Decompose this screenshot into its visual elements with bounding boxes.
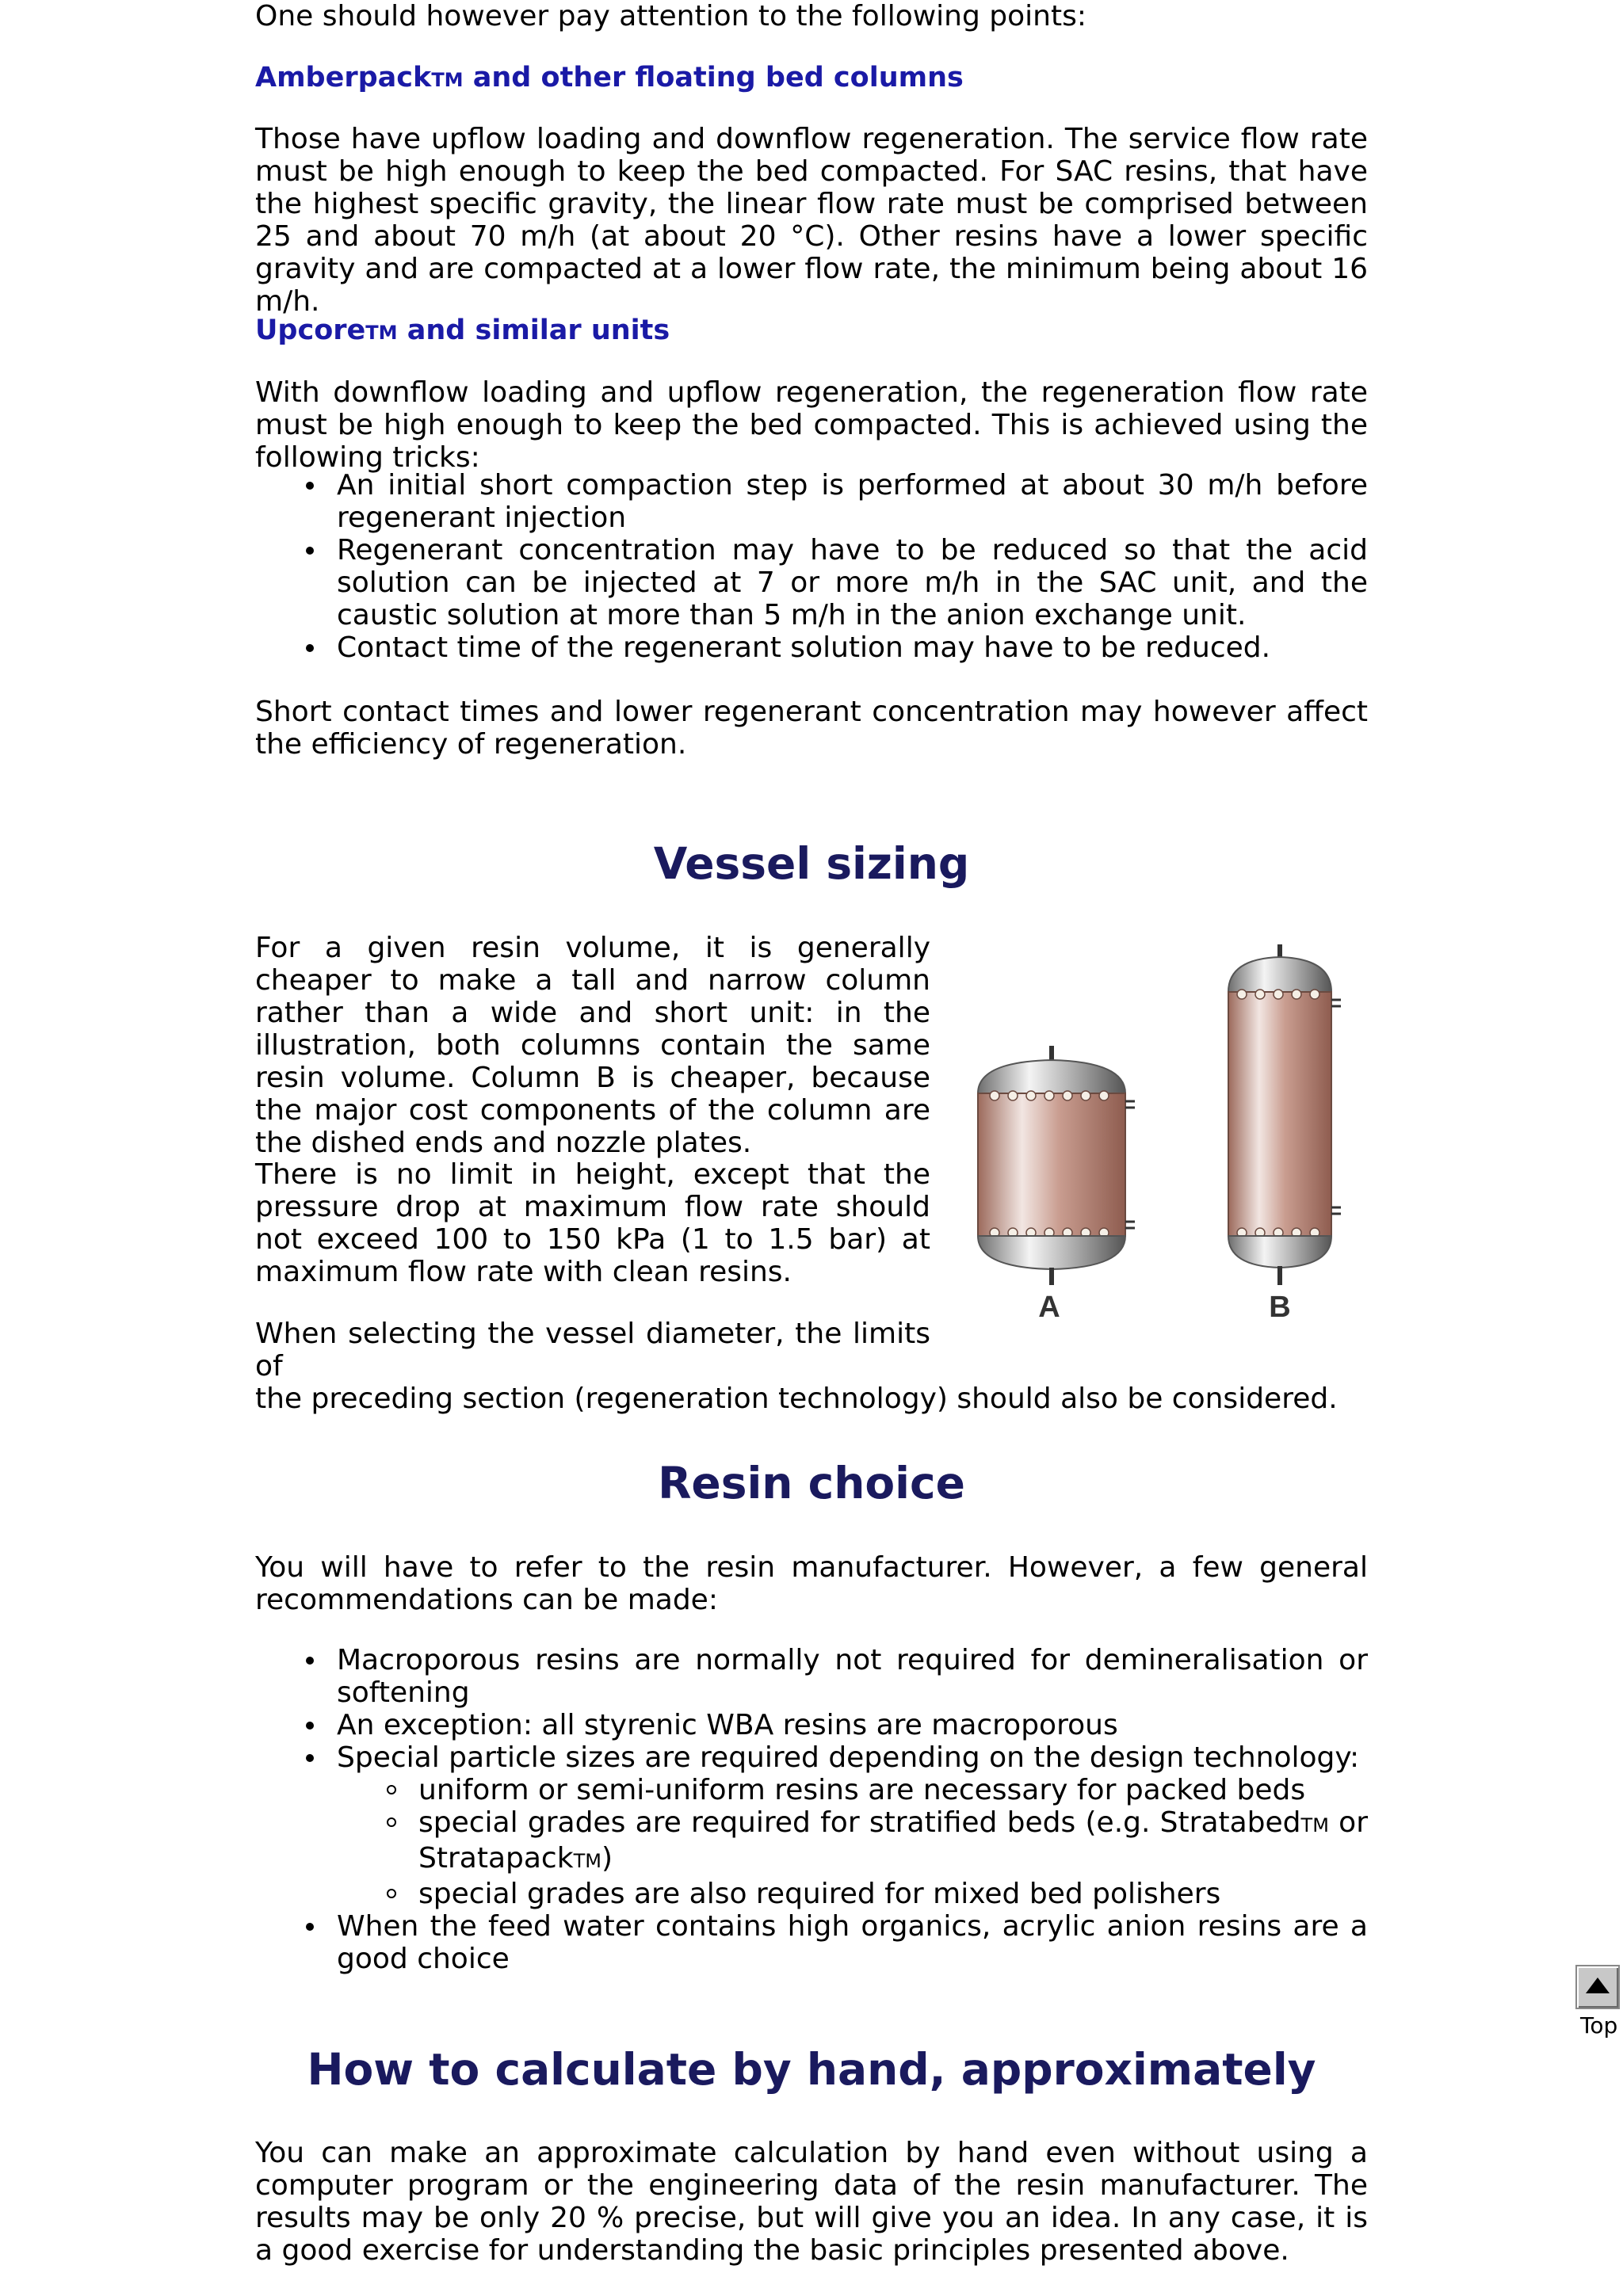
- sub-list-item-text: ): [601, 1842, 613, 1875]
- upcore-heading: [255, 315, 670, 349]
- column-b-body: [1228, 992, 1331, 1236]
- trademark-mark: TM: [365, 322, 398, 344]
- list-item: When the feed water contains high organics, acrylic anion resins are a good choice: [255, 1910, 1368, 1975]
- back-to-top-link[interactable]: [1575, 1965, 1623, 2039]
- upcore-paragraph: With downflow loading and upflow regeneration, the regeneration flow rate must be high enough to keep the bed compacted. This is achieved using the following tricks:: [255, 376, 1368, 474]
- sub-list-item-text: or Stratapack: [418, 1806, 1368, 1875]
- sub-list-item-text: special grades are required for stratified beds (e.g. Stratabed: [418, 1806, 1301, 1839]
- column-b-top-dished-end: [1228, 957, 1331, 992]
- column-b-bottom-dished-end: [1228, 1236, 1331, 1268]
- trademark-mark: TM: [1300, 1814, 1329, 1836]
- amberpack-heading-name: Amberpack: [255, 62, 432, 93]
- column-a-bottom-dished-end: [978, 1236, 1125, 1269]
- trademark-mark: TM: [573, 1850, 601, 1872]
- sub-list-item: special grades are also required for mixed bed polishers: [337, 1878, 1368, 1910]
- list-item: An initial short compaction step is performed at about 30 m/h before regenerant injection: [255, 469, 1368, 534]
- column-a: [978, 1046, 1135, 1285]
- list-item: An exception: all styrenic WBA resins are macroporous: [255, 1709, 1368, 1741]
- amberpack-heading: [255, 62, 964, 97]
- list-item-text: Special particle sizes are required depending on the design technology:: [337, 1741, 1360, 1774]
- upcore-heading-rest: and similar units: [397, 315, 670, 346]
- resin-choice-list: [255, 1644, 1368, 1975]
- particle-size-sublist: [337, 1774, 1368, 1910]
- column-a-body: [978, 1093, 1125, 1236]
- list-item: [255, 1741, 1368, 1910]
- vessel-sizing-paragraph-1: For a given resin volume, it is generally cheaper to make a tall and narrow column rather than a wide and short unit: in the illustration, both columns contain the same resin volume. Column B is cheaper, because the major cost components of the column are the dished ends and nozzle plates.: [255, 932, 930, 1159]
- back-to-top-label[interactable]: Top: [1580, 2012, 1618, 2039]
- column-b-bottom-pipe: [1277, 1266, 1282, 1285]
- intro-text: One should however pay attention to the following points:: [255, 0, 1086, 32]
- upcore-closing-paragraph: Short contact times and lower regenerant concentration may however affect the efficiency of regeneration.: [255, 696, 1368, 761]
- vessel-sizing-paragraph-2: There is no limit in height, except that the pressure drop at maximum flow rate should not exceed 100 to 150 kPa (1 to 1.5 bar) at maximum flow rate with clean resins.: [255, 1158, 930, 1288]
- resin-choice-heading: Resin choice: [658, 1458, 965, 1508]
- calculation-heading: How to calculate by hand, approximately: [307, 2044, 1316, 2095]
- trademark-mark: TM: [431, 69, 464, 91]
- column-a-top-dished-end: [978, 1060, 1125, 1093]
- list-item: Contact time of the regenerant solution may have to be reduced.: [255, 631, 1368, 664]
- vessel-comparison-illustration: [951, 935, 1347, 1331]
- amberpack-paragraph: Those have upflow loading and downflow regeneration. The service flow rate must be high enough to keep the bed compacted. For SAC resins, that have the highest specific gravity, the linear flow rate must be comprised between 25 and about 70 m/h (at about 20 °C). Other resins have a lower specific gravity and are compacted at a lower flow rate, the minimum being about 16 m/h.: [255, 123, 1368, 318]
- column-b: [1228, 944, 1341, 1285]
- vessel-sizing-heading: Vessel sizing: [653, 838, 970, 889]
- arrow-up-icon[interactable]: [1575, 1965, 1620, 2009]
- resin-choice-intro: You will have to refer to the resin manufacturer. However, a few general recommendations can be made:: [255, 1551, 1368, 1616]
- calculation-paragraph: You can make an approximate calculation by hand even without using a computer program or the engineering data of the resin manufacturer. The results may be only 20 % precise, but will give you an idea. In any case, it is a good exercise for understanding the basic principles presented above.: [255, 2137, 1368, 2267]
- column-b-label: B: [1269, 1291, 1291, 1324]
- upcore-heading-name: Upcore: [255, 315, 366, 346]
- list-item: Regenerant concentration may have to be reduced so that the acid solution can be injected at 7 or more m/h in the SAC unit, and the caustic solution at more than 5 m/h in the anion exchange unit.: [255, 534, 1368, 631]
- paragraph-line: When selecting the vessel diameter, the limits of: [255, 1318, 930, 1383]
- vessel-sizing-paragraph-3: [255, 1318, 1338, 1415]
- column-a-bottom-pipe: [1049, 1268, 1054, 1285]
- sub-list-item: uniform or semi-uniform resins are necessary for packed beds: [337, 1774, 1368, 1806]
- amberpack-heading-rest: and other floating bed columns: [463, 62, 964, 93]
- paragraph-line: the preceding section (regeneration technology) should also be considered.: [255, 1383, 1338, 1415]
- sub-list-item: [337, 1806, 1368, 1878]
- list-item: Macroporous resins are normally not required for demineralisation or softening: [255, 1644, 1368, 1709]
- column-b-side-ports: [1331, 1000, 1341, 1214]
- upcore-tricks-list: [255, 469, 1368, 664]
- column-a-label: A: [1038, 1291, 1060, 1324]
- column-a-side-ports: [1125, 1101, 1135, 1228]
